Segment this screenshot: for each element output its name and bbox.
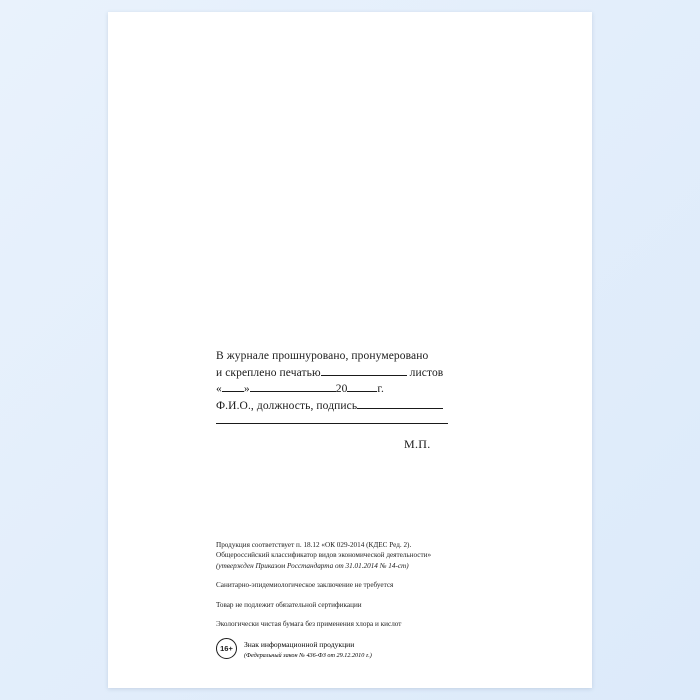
age-mark-subtitle: (Федеральный закон № 436-ФЗ от 29.12.2010 г.)	[244, 651, 372, 659]
certification-block	[216, 348, 516, 424]
cert-line-2-suffix: листов	[409, 366, 444, 379]
cert-line-3-date	[216, 381, 516, 398]
age-mark-title: Знак информационной продукции	[244, 640, 355, 649]
cert-sheets-blank	[321, 375, 407, 376]
cert-line-1: В журнале прошнуровано, пронумеровано	[216, 350, 429, 362]
age-mark-row	[216, 638, 372, 660]
quote-open: «	[216, 383, 222, 395]
quote-close: »	[243, 383, 250, 395]
cert-year-blank	[347, 391, 377, 392]
legal-okved-line-3: (утвержден Приказом Росстандарта от 31.01.2014 № 14-ст)	[216, 561, 409, 570]
age-rating-badge-icon: 16+	[216, 638, 237, 659]
cert-line-4-label: Ф.И.О., должность, подпись	[216, 399, 358, 412]
legal-notes	[216, 540, 536, 629]
cert-line-4-signature	[216, 398, 516, 415]
document-page	[108, 12, 592, 688]
stamp-place-label: М.П.	[404, 437, 431, 451]
legal-certification-note: Товар не подлежит обязательной сертификации	[216, 600, 362, 609]
cert-year-prefix: 20	[335, 383, 348, 395]
legal-okved-line-1: Продукция соответствует п. 18.12 «ОК 029-2014 (КДЕС Ред. 2).	[216, 541, 412, 549]
legal-okved-line-2: Общероссийский классификатор видов экономической деятельности»	[216, 551, 432, 560]
legal-paragraph-okved	[216, 540, 536, 571]
cert-line-2-prefix: и скреплено печатью	[216, 366, 321, 379]
legal-sanitary-note: Санитарно-эпидемиологическое заключение не требуется	[216, 581, 394, 590]
legal-eco-note: Экологически чистая бумага без применения хлора и кислот	[216, 620, 402, 629]
cert-line-2	[216, 365, 516, 382]
cert-month-blank	[250, 391, 336, 392]
age-mark-text	[244, 638, 372, 660]
cert-signature-blank	[357, 408, 443, 409]
cert-day-blank	[222, 391, 244, 392]
cert-year-suffix: г.	[377, 383, 384, 395]
cert-bottom-rule	[216, 423, 448, 424]
